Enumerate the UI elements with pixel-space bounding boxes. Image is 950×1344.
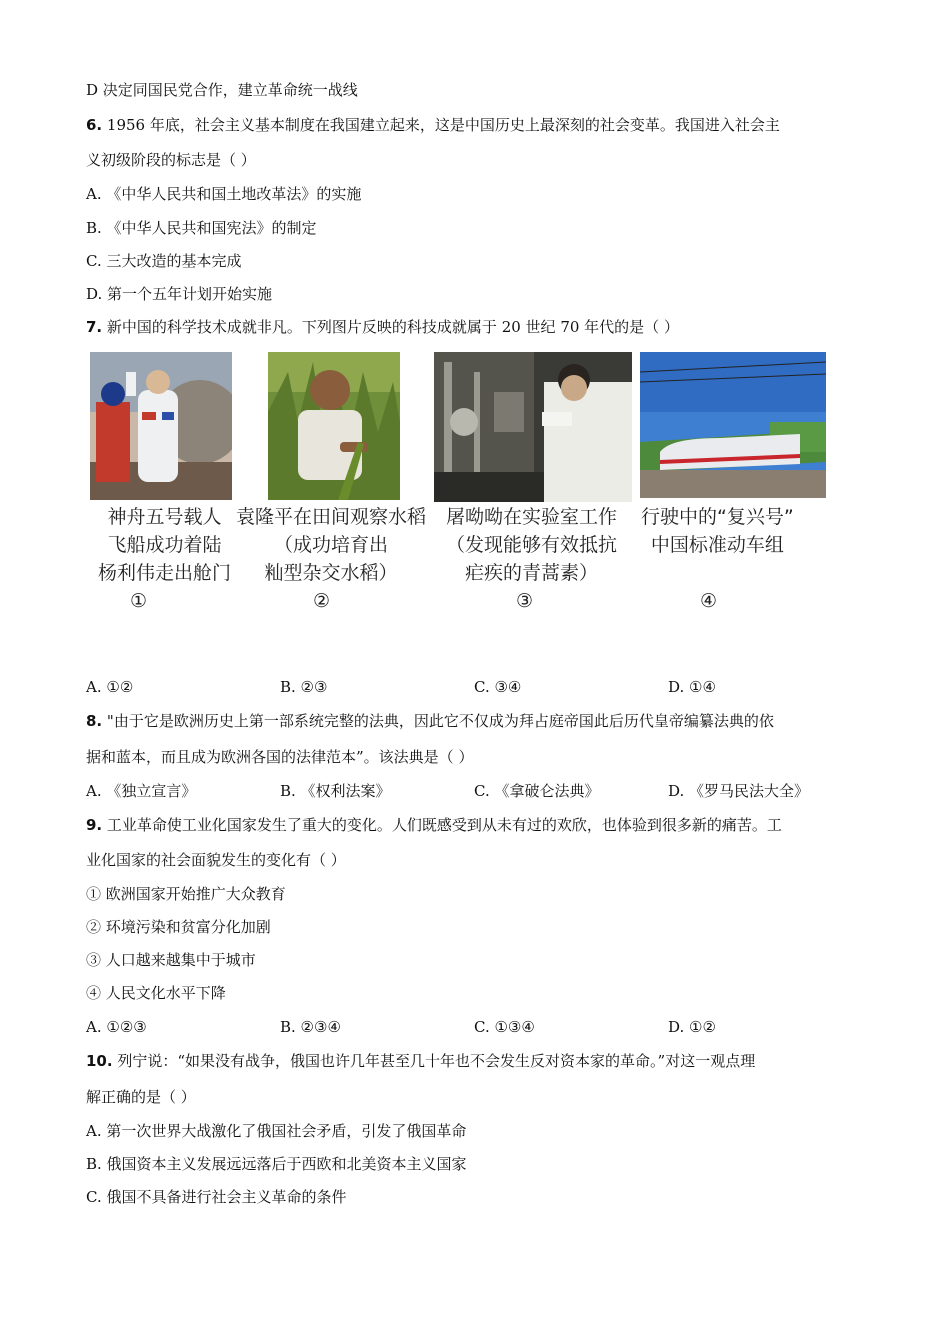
figure1-caption-line1: 神舟五号载人 (107, 506, 222, 528)
q8-option-b: B. 《权利法案》 (280, 782, 391, 800)
q7-option-c: C. ③④ (474, 678, 522, 696)
figure4-caption-line1: 行驶中的“复兴号” (641, 506, 794, 528)
q7-option-d: D. ①④ (668, 678, 716, 696)
figure1-caption-line3: 杨利伟走出舱门 (98, 562, 232, 584)
figure4-number: ④ (700, 590, 718, 612)
figure4-caption (641, 503, 794, 559)
q8-stem-text1: "由于它是欧洲历史上第一部系统完整的法典，因此它不仅成为拜占庭帝国此后历代皇帝编纂法典的依 (106, 712, 774, 730)
figure3-caption (446, 503, 617, 587)
q9-statement-4: ④ 人民文化水平下降 (86, 984, 226, 1002)
figure2-number: ② (313, 590, 331, 612)
q10-number: 10. (86, 1052, 113, 1070)
q8-option-d: D. 《罗马民法大全》 (668, 782, 810, 800)
figure4-caption-line2: 中国标准动车组 (650, 534, 784, 556)
q7-stem (86, 317, 679, 337)
q9-option-d: D. ①② (668, 1018, 716, 1036)
q7-stem-text: 新中国的科学技术成就非凡。下列图片反映的科技成就属于 20 世纪 70 年代的是（ ） (106, 318, 679, 336)
bullet-train-photo (640, 352, 826, 498)
figure3-caption-line1: 屠呦呦在实验室工作 (446, 506, 618, 528)
q10-option-b: B. 俄国资本主义发展远远落后于西欧和北美资本主义国家 (86, 1155, 467, 1173)
q8-option-c: C. 《拿破仑法典》 (474, 782, 600, 800)
q8-stem-line1 (86, 711, 774, 731)
q9-option-b: B. ②③④ (280, 1018, 341, 1036)
q9-stem-text1: 工业革命使工业化国家发生了重大的变化。人们既感受到从未有过的欢欣，也体验到很多新的痛苦。工 (106, 816, 782, 834)
q10-option-a: A. 第一次世界大战激化了俄国社会矛盾，引发了俄国革命 (86, 1122, 467, 1140)
astronaut-photo-icon (90, 352, 232, 500)
q9-option-a: A. ①②③ (86, 1018, 147, 1036)
q7-number: 7. (86, 318, 103, 336)
figure2-caption-line3: 籼型杂交水稻） (264, 562, 398, 584)
figure1-number: ① (130, 590, 148, 612)
figure2-caption-line2: （成功培育出 (274, 534, 389, 556)
figure1-caption-line2: 飞船成功着陆 (107, 534, 222, 556)
q10-stem-line1 (86, 1051, 755, 1071)
q6-option-a: A. 《中华人民共和国土地改革法》的实施 (86, 185, 362, 203)
q5-option-d: D 决定同国民党合作，建立革命统一战线 (86, 81, 358, 99)
q6-stem-line2: 义初级阶段的标志是（ ） (86, 151, 256, 169)
q9-statement-1: ① 欧洲国家开始推广大众教育 (86, 885, 286, 903)
figure2-caption-line1: 袁隆平在田间观察水稻 (236, 506, 427, 528)
q8-option-a: A. 《独立宣言》 (86, 782, 197, 800)
q9-stem-line2: 业化国家的社会面貌发生的变化有（ ） (86, 851, 346, 869)
rice-field-photo (268, 352, 400, 500)
q7-option-a: A. ①② (86, 678, 134, 696)
q9-stem-line1 (86, 815, 782, 835)
bullet-train-photo-icon (640, 352, 826, 498)
q6-option-d: D. 第一个五年计划开始实施 (86, 285, 273, 303)
q6-option-c: C. 三大改造的基本完成 (86, 252, 242, 270)
q6-stem-text1: 1956 年底，社会主义基本制度在我国建立起来，这是中国历史上最深刻的社会变革。我国进入社会主 (106, 116, 780, 134)
q10-option-c: C. 俄国不具备进行社会主义革命的条件 (86, 1188, 347, 1206)
q6-stem-line1 (86, 115, 780, 135)
laboratory-photo (434, 352, 632, 502)
figure1-caption (98, 503, 231, 587)
q9-option-c: C. ①③④ (474, 1018, 535, 1036)
figure2-caption (236, 503, 426, 587)
figure3-number: ③ (516, 590, 534, 612)
astronaut-photo (90, 352, 232, 500)
q9-statement-2: ② 环境污染和贫富分化加剧 (86, 918, 271, 936)
laboratory-photo-icon (434, 352, 632, 502)
q6-number: 6. (86, 116, 103, 134)
figure3-caption-line2: （发现能够有效抵抗 (446, 534, 618, 556)
q8-stem-line2: 据和蓝本，而且成为欧洲各国的法律范本”。该法典是（ ） (86, 748, 474, 766)
q9-statement-3: ③ 人口越来越集中于城市 (86, 951, 256, 969)
q9-number: 9. (86, 816, 103, 834)
figure3-caption-line3: 疟疾的青蒿素） (465, 562, 599, 584)
q7-option-b: B. ②③ (280, 678, 328, 696)
q6-option-b: B. 《中华人民共和国宪法》的制定 (86, 219, 317, 237)
q10-stem-line2: 解正确的是（ ） (86, 1088, 196, 1106)
rice-field-photo-icon (268, 352, 400, 500)
q8-number: 8. (86, 712, 103, 730)
q10-stem-text1: 列宁说：“如果没有战争，俄国也许几年甚至几十年也不会发生反对资本家的革命。”对这一观点理 (117, 1052, 756, 1070)
